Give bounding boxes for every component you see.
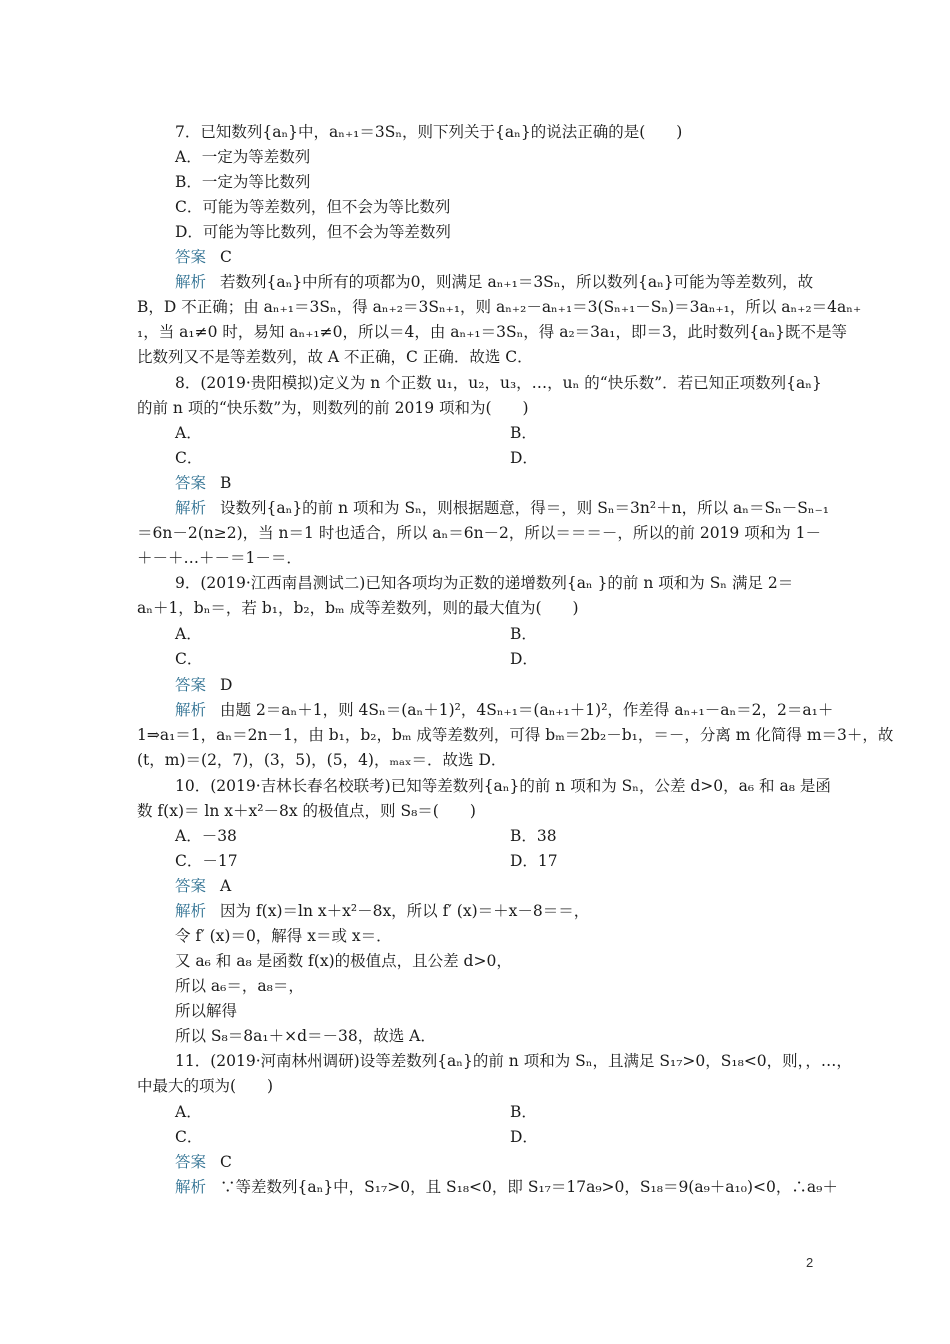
analysis-text: 若数列{aₙ}中所有的项都为0，则满足 aₙ₊₁＝3Sₙ，所以数列{aₙ}可能为等差数列，故: [220, 273, 814, 291]
analysis-text: 由题 2＝aₙ＋1，则 4Sₙ＝(aₙ＋1)²，4Sₙ₊₁＝(aₙ₊₁＋1)²，作差得 aₙ₊₁－aₙ＝2，2＝a₁＋: [220, 701, 834, 719]
q8-analysis-line: [175, 498, 829, 518]
q9-answer: [175, 675, 232, 695]
q7-option-d: D．可能为等比数列，但不会为等差数列: [175, 223, 451, 241]
q10-option-b: B．38: [510, 827, 557, 845]
q11-option-d: D．: [510, 1128, 538, 1146]
answer-value: A: [220, 877, 232, 895]
q10-option-d: D．17: [510, 852, 558, 870]
q10-option-c: C．－17: [175, 852, 238, 870]
q7-analysis-line: ₁，当 a₁≠0 时，易知 aₙ₊₁≠0，所以＝4，由 aₙ₊₁＝3Sₙ，得 a₂＝3a₁，即＝3，此时数列{aₙ}既不是等: [137, 323, 848, 341]
q8-answer: [175, 473, 231, 493]
q8-stem: 的前 n 项的“快乐数”为，则数列的前 2019 项和为( ): [137, 399, 529, 417]
answer-label: 答案: [175, 248, 207, 266]
answer-value: B: [220, 474, 232, 492]
q11-analysis-line: [175, 1177, 838, 1197]
q11-stem: 11．(2019·河南林州调研)设等差数列{aₙ}的前 n 项和为 Sₙ，且满足 S₁₇>0，S₁₈<0，则，，…，: [175, 1052, 852, 1070]
q10-option-a: A．－38: [175, 827, 237, 845]
q8-option-b: B．: [510, 424, 537, 442]
analysis-label: 解析: [175, 902, 207, 920]
analysis-text: 因为 f(x)＝ln x＋x²－8x，所以 f′ (x)＝＋x－8＝＝，: [220, 902, 590, 920]
q9-analysis-line: 1⇒a₁＝1，aₙ＝2n－1，由 b₁，b₂，bₘ 成等差数列，可得 bₘ＝2b₂－b₁，＝－，分离 m 化简得 m＝3＋，故: [137, 726, 894, 744]
answer-value: D: [220, 676, 233, 694]
q11-option-b: B．: [510, 1103, 537, 1121]
q10-analysis-line: [175, 901, 589, 921]
q11-stem: 中最大的项为( ): [137, 1077, 274, 1095]
q10-stem: 10．(2019·吉林长春名校联考)已知等差数列{aₙ}的前 n 项和为 Sₙ，公差 d>0，a₆ 和 a₈ 是函: [175, 777, 831, 795]
q7-analysis-line: B，D 不正确；由 aₙ₊₁＝3Sₙ，得 aₙ₊₂＝3Sₙ₊₁，则 aₙ₊₂－aₙ₊₁＝3(Sₙ₊₁－Sₙ)＝3aₙ₊₁，所以 aₙ₊₂＝4aₙ₊: [137, 298, 862, 316]
q9-option-d: D．: [510, 650, 538, 668]
q8-option-a: A．: [175, 424, 202, 442]
q9-option-c: C．: [175, 650, 203, 668]
page-number: 2: [806, 1255, 814, 1270]
analysis-label: 解析: [175, 701, 207, 719]
q10-analysis-line: 又 a₆ 和 a₈ 是函数 f(x)的极值点，且公差 d>0，: [175, 952, 512, 970]
q9-option-a: A．: [175, 625, 202, 643]
q10-answer: [175, 876, 231, 896]
q7-answer: [175, 247, 232, 267]
q7-analysis-line: [175, 272, 813, 292]
answer-value: C: [220, 1153, 232, 1171]
q11-answer: [175, 1152, 232, 1172]
q7-analysis-line: 比数列又不是等差数列，故 A 不正确，C 正确．故选 C．: [137, 348, 533, 366]
q8-stem: 8．(2019·贵阳模拟)定义为 n 个正数 u₁，u₂，u₃，…，uₙ 的“快乐数”．若已知正项数列{aₙ}: [175, 374, 822, 392]
q11-option-c: C．: [175, 1128, 203, 1146]
q7-option-a: A．一定为等差数列: [175, 148, 311, 166]
q8-analysis-line: ＝6n－2(n≥2)，当 n＝1 时也适合，所以 aₙ＝6n－2，所以＝＝＝－，所以的前 2019 项和为 1－: [137, 524, 822, 542]
q10-analysis-line: 令 f′ (x)＝0，解得 x＝或 x＝．: [175, 927, 392, 945]
q8-analysis-line: ＋－＋…＋－＝1－＝．: [137, 549, 302, 567]
q7-option-c: C．可能为等差数列，但不会为等比数列: [175, 198, 451, 216]
q9-stem: 9．(2019·江西南昌测试二)已知各项均为正数的递增数列{aₙ }的前 n 项和为 Sₙ 满足 2＝: [175, 574, 794, 592]
analysis-label: 解析: [175, 499, 207, 517]
q9-option-b: B．: [510, 625, 537, 643]
answer-label: 答案: [175, 877, 207, 895]
answer-value: C: [220, 248, 232, 266]
answer-label: 答案: [175, 1153, 207, 1171]
answer-label: 答案: [175, 474, 207, 492]
q10-analysis-line: 所以解得: [175, 1002, 238, 1020]
q9-analysis-line: [175, 700, 833, 720]
analysis-label: 解析: [175, 1178, 207, 1196]
q10-stem: 数 f(x)＝ ln x＋x²－8x 的极值点，则 S₈＝( ): [137, 802, 476, 820]
analysis-text: 设数列{aₙ}的前 n 项和为 Sₙ，则根据题意，得＝，则 Sₙ＝3n²＋n，所以 aₙ＝Sₙ－Sₙ₋₁: [220, 499, 829, 517]
q10-analysis-line: 所以 a₆＝，a₈＝，: [175, 977, 304, 995]
answer-label: 答案: [175, 676, 207, 694]
q9-stem: aₙ＋1，bₙ＝，若 b₁，b₂，bₘ 成等差数列，则的最大值为( ): [137, 599, 579, 617]
q10-analysis-line: 所以 S₈＝8a₁＋×d＝－38，故选 A．: [175, 1027, 436, 1045]
q11-option-a: A．: [175, 1103, 202, 1121]
analysis-label: 解析: [175, 273, 207, 291]
q8-option-c: C．: [175, 449, 203, 467]
q9-analysis-line: (t，m)＝(2，7)，(3，5)，(5，4)，ₘₐₓ＝．故选 D．: [137, 751, 507, 769]
analysis-text: ∵等差数列{aₙ}中，S₁₇>0，且 S₁₈<0，即 S₁₇＝17a₉>0，S₁₈＝9(a₉＋a₁₀)<0，∴a₉＋: [220, 1178, 838, 1196]
q7-option-b: B．一定为等比数列: [175, 173, 311, 191]
q7-stem: 7．已知数列{aₙ}中，aₙ₊₁＝3Sₙ，则下列关于{aₙ}的说法正确的是( ): [175, 123, 683, 141]
q8-option-d: D．: [510, 449, 538, 467]
